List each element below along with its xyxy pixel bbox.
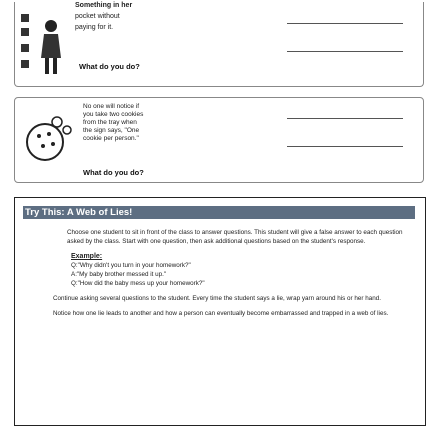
example-line: Q:"Why didn't you turn in your homework?" bbox=[71, 262, 191, 269]
decorative-stripe bbox=[21, 14, 29, 74]
intro-paragraph: Choose one student to sit in front of the class to answer questions. This student will give a false answer to each question asked by the class. Start with one question, then ask additional questions based on the student's response. bbox=[67, 229, 403, 245]
scenario-card-1 bbox=[14, 2, 424, 87]
scenario-1-question: What do you do? bbox=[79, 62, 140, 71]
scenario-2-text: No one will notice if you take two cookies from the tray when the sign says, "One cookie per person." bbox=[83, 103, 144, 142]
example-line: A:"My baby brother messed it up." bbox=[71, 271, 167, 278]
activity-panel bbox=[14, 197, 426, 426]
example-line: Q:"How did the baby mess up your homework?" bbox=[71, 280, 205, 287]
example-label: Example: bbox=[71, 253, 103, 260]
scenario-card-2 bbox=[14, 97, 424, 183]
panel-title: Try This: A Web of Lies! bbox=[23, 206, 415, 219]
scenario-2-question: What do you do? bbox=[83, 168, 144, 177]
scenario-1-text: Something in her pocket without paying for it. bbox=[75, 2, 133, 31]
girl-illustration-icon bbox=[37, 18, 65, 78]
continue-paragraph: Continue asking several questions to the student. Every time the student says a lie, wrap yarn around his or her hand. bbox=[53, 295, 381, 302]
notice-paragraph: Notice how one lie leads to another and how a person can eventually become embarrassed and trapped in a web of lies. bbox=[53, 310, 389, 317]
cookie-illustration-icon bbox=[23, 114, 73, 162]
answer-lines bbox=[287, 23, 403, 79]
answer-lines bbox=[287, 118, 403, 174]
panel-body bbox=[53, 228, 411, 324]
